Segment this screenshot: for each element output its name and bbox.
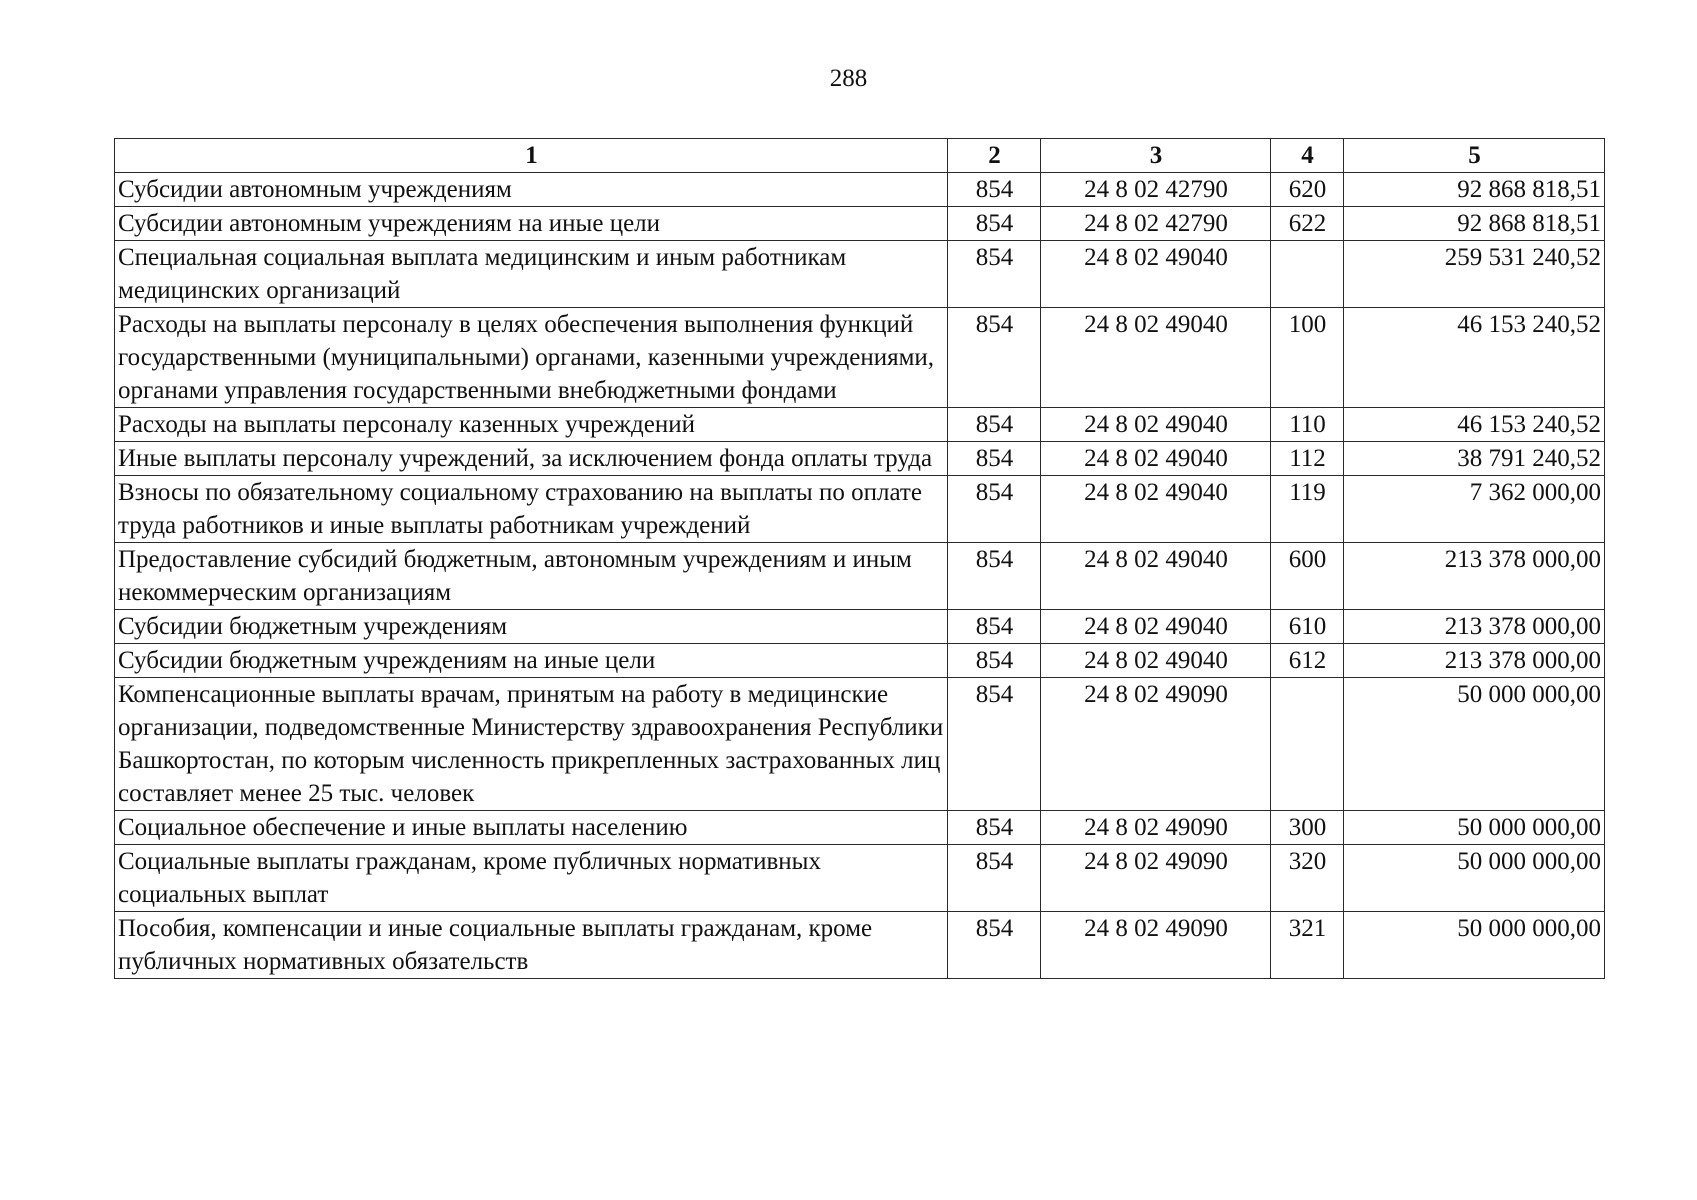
cell-name: Субсидии бюджетным учреждениям на иные цели	[115, 644, 948, 678]
table-row	[115, 811, 1605, 845]
table-row	[115, 207, 1605, 241]
cell-ministry: 854	[948, 207, 1041, 241]
column-header-target: 3	[1041, 139, 1271, 173]
cell-target: 24 8 02 49040	[1041, 308, 1271, 408]
column-header-name: 1	[115, 139, 948, 173]
cell-target: 24 8 02 49090	[1041, 912, 1271, 979]
cell-amount: 38 791 240,52	[1344, 442, 1605, 476]
cell-target: 24 8 02 49040	[1041, 408, 1271, 442]
cell-target: 24 8 02 49040	[1041, 241, 1271, 308]
cell-name: Предоставление субсидий бюджетным, автономным учреждениям и иным некоммерческим организациям	[115, 543, 948, 610]
cell-name: Расходы на выплаты персоналу в целях обеспечения выполнения функций государственными (муниципальными) органами, казенными учреждениями, органами управления государственными внебюджетными фондами	[115, 308, 948, 408]
cell-name: Субсидии бюджетным учреждениям	[115, 610, 948, 644]
column-header-amount: 5	[1344, 139, 1605, 173]
cell-type: 112	[1271, 442, 1344, 476]
table-row	[115, 173, 1605, 207]
table-row	[115, 845, 1605, 912]
cell-target: 24 8 02 49090	[1041, 678, 1271, 811]
cell-target: 24 8 02 49040	[1041, 543, 1271, 610]
column-header-type: 4	[1271, 139, 1344, 173]
cell-ministry: 854	[948, 644, 1041, 678]
cell-name: Иные выплаты персоналу учреждений, за исключением фонда оплаты труда	[115, 442, 948, 476]
table-row	[115, 241, 1605, 308]
cell-name: Расходы на выплаты персоналу казенных учреждений	[115, 408, 948, 442]
cell-amount: 259 531 240,52	[1344, 241, 1605, 308]
cell-type: 612	[1271, 644, 1344, 678]
cell-target: 24 8 02 49040	[1041, 610, 1271, 644]
table-row	[115, 610, 1605, 644]
table-row	[115, 543, 1605, 610]
cell-target: 24 8 02 49040	[1041, 442, 1271, 476]
cell-ministry: 854	[948, 476, 1041, 543]
cell-ministry: 854	[948, 811, 1041, 845]
cell-amount: 50 000 000,00	[1344, 811, 1605, 845]
cell-amount: 92 868 818,51	[1344, 173, 1605, 207]
cell-name: Субсидии автономным учреждениям	[115, 173, 948, 207]
cell-target: 24 8 02 49090	[1041, 845, 1271, 912]
cell-amount: 213 378 000,00	[1344, 610, 1605, 644]
cell-type: 119	[1271, 476, 1344, 543]
cell-type	[1271, 241, 1344, 308]
cell-target: 24 8 02 42790	[1041, 173, 1271, 207]
cell-type: 110	[1271, 408, 1344, 442]
cell-amount: 213 378 000,00	[1344, 644, 1605, 678]
cell-ministry: 854	[948, 845, 1041, 912]
cell-name: Пособия, компенсации и иные социальные выплаты гражданам, кроме публичных нормативных обязательств	[115, 912, 948, 979]
cell-amount: 7 362 000,00	[1344, 476, 1605, 543]
cell-name: Взносы по обязательному социальному страхованию на выплаты по оплате труда работников и иные выплаты работникам учреждений	[115, 476, 948, 543]
cell-name: Субсидии автономным учреждениям на иные цели	[115, 207, 948, 241]
table-row	[115, 912, 1605, 979]
table-row	[115, 644, 1605, 678]
cell-type: 610	[1271, 610, 1344, 644]
cell-amount: 92 868 818,51	[1344, 207, 1605, 241]
table-row	[115, 408, 1605, 442]
cell-amount: 50 000 000,00	[1344, 678, 1605, 811]
cell-type: 620	[1271, 173, 1344, 207]
cell-ministry: 854	[948, 241, 1041, 308]
cell-type	[1271, 678, 1344, 811]
column-header-ministry: 2	[948, 139, 1041, 173]
table-row	[115, 308, 1605, 408]
cell-type: 320	[1271, 845, 1344, 912]
cell-amount: 213 378 000,00	[1344, 543, 1605, 610]
cell-type: 100	[1271, 308, 1344, 408]
cell-amount: 46 153 240,52	[1344, 308, 1605, 408]
cell-target: 24 8 02 49090	[1041, 811, 1271, 845]
budget-table	[114, 138, 1605, 979]
cell-ministry: 854	[948, 308, 1041, 408]
cell-ministry: 854	[948, 408, 1041, 442]
cell-name: Социальные выплаты гражданам, кроме публичных нормативных социальных выплат	[115, 845, 948, 912]
cell-type: 600	[1271, 543, 1344, 610]
table-row	[115, 678, 1605, 811]
cell-target: 24 8 02 42790	[1041, 207, 1271, 241]
cell-ministry: 854	[948, 543, 1041, 610]
cell-amount: 46 153 240,52	[1344, 408, 1605, 442]
cell-name: Специальная социальная выплата медицинским и иным работникам медицинских организаций	[115, 241, 948, 308]
table-header-row	[115, 139, 1605, 173]
cell-ministry: 854	[948, 912, 1041, 979]
cell-ministry: 854	[948, 678, 1041, 811]
cell-target: 24 8 02 49040	[1041, 476, 1271, 543]
cell-type: 622	[1271, 207, 1344, 241]
cell-target: 24 8 02 49040	[1041, 644, 1271, 678]
cell-type: 300	[1271, 811, 1344, 845]
cell-ministry: 854	[948, 442, 1041, 476]
page-number: 288	[829, 65, 868, 92]
table-row	[115, 442, 1605, 476]
cell-amount: 50 000 000,00	[1344, 845, 1605, 912]
cell-name: Компенсационные выплаты врачам, принятым на работу в медицинские организации, подведомственные Министерству здравоохранения Республики Башкортостан, по которым численность прикрепленных застрахованных лиц составляет менее 25 тыс. человек	[115, 678, 948, 811]
cell-amount: 50 000 000,00	[1344, 912, 1605, 979]
cell-type: 321	[1271, 912, 1344, 979]
cell-ministry: 854	[948, 173, 1041, 207]
table-row	[115, 476, 1605, 543]
cell-name: Социальное обеспечение и иные выплаты населению	[115, 811, 948, 845]
cell-ministry: 854	[948, 610, 1041, 644]
